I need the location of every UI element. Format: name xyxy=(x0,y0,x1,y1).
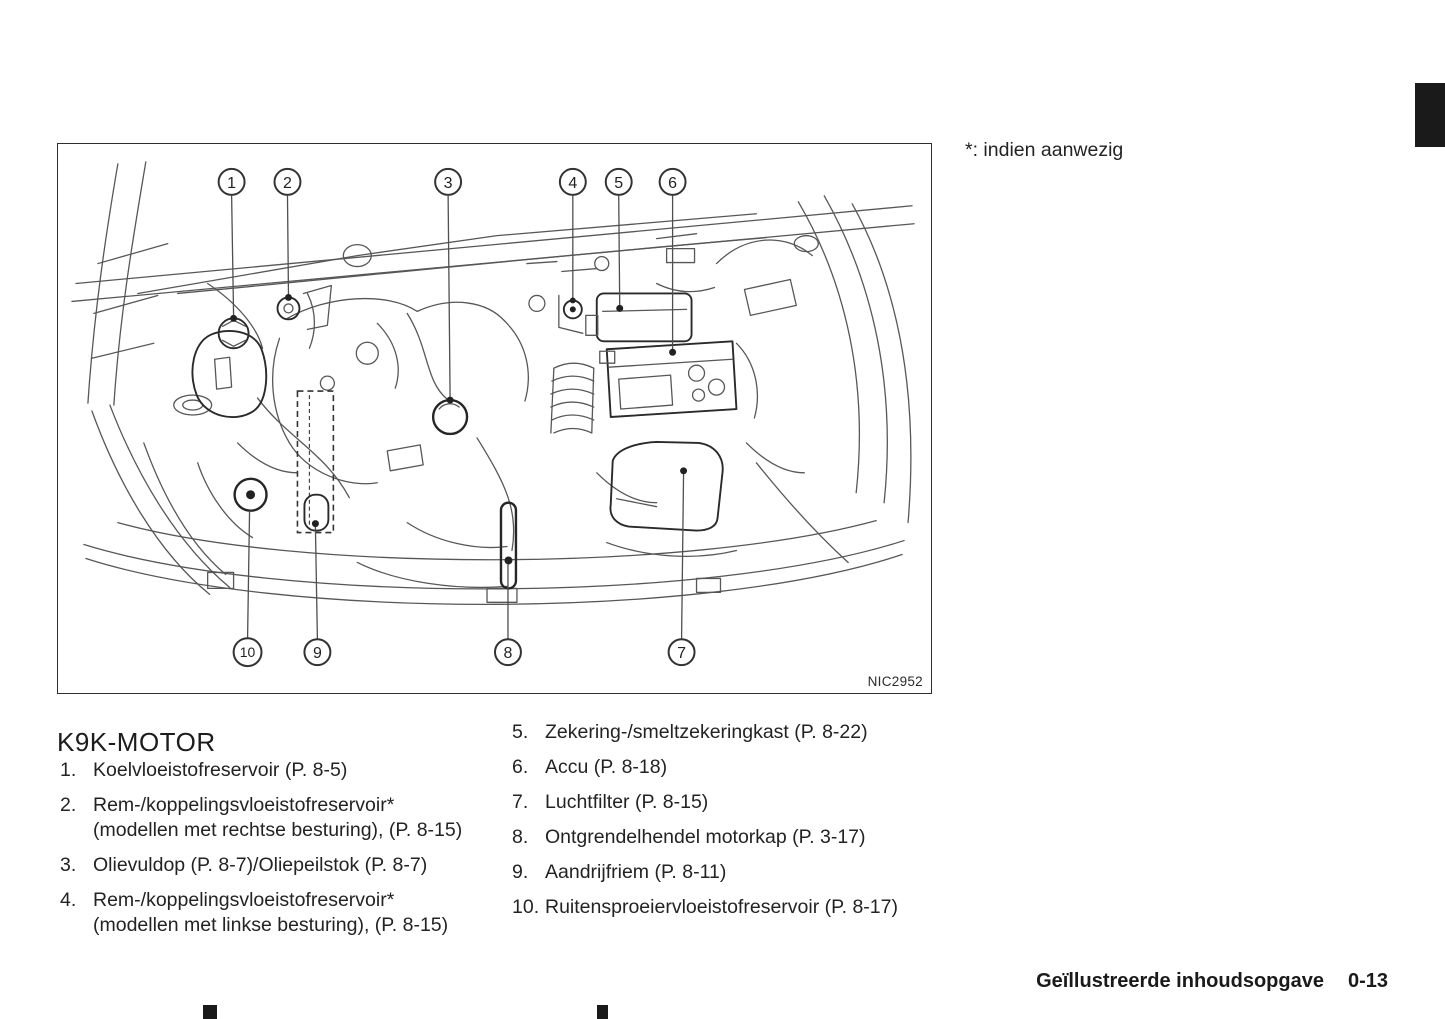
right-strut-arc xyxy=(716,240,812,264)
callout-4 xyxy=(560,169,586,195)
section-edge-tab xyxy=(1415,83,1445,147)
item-number: 1. xyxy=(60,759,77,781)
list-item xyxy=(512,755,942,780)
svg-text:5: 5 xyxy=(614,174,624,192)
list-item xyxy=(512,790,942,815)
hose xyxy=(407,523,507,548)
figure-code: NIC2952 xyxy=(867,674,923,689)
engine-detail xyxy=(387,445,423,471)
leader-3 xyxy=(448,195,450,398)
hose xyxy=(377,323,398,388)
brake-fluid-cap-rhd-inner xyxy=(284,304,293,313)
footer-chapter-title: Geïllustreerde inhoudsopgave xyxy=(1036,970,1324,992)
callout-5 xyxy=(606,169,632,195)
radiator-support xyxy=(118,521,876,560)
target-dot-5 xyxy=(616,305,623,312)
hose xyxy=(238,443,298,473)
engine-detail xyxy=(529,295,545,311)
fuse-box xyxy=(597,293,692,341)
target-dot-2 xyxy=(285,294,292,301)
target-dot-7 xyxy=(680,467,687,474)
list-item xyxy=(60,793,472,843)
right-corner-arc xyxy=(756,463,848,563)
right-fender-edge2 xyxy=(824,196,887,503)
item-number: 9. xyxy=(512,861,529,883)
engine-diagram xyxy=(58,144,931,693)
left-detail-line xyxy=(92,343,154,358)
hose xyxy=(607,543,737,557)
list-item xyxy=(60,758,472,783)
parts-list-left-column xyxy=(60,758,472,948)
item-number: 8. xyxy=(512,826,529,848)
list-item xyxy=(60,853,472,878)
oil-filler-cap-detail xyxy=(439,404,459,409)
engine-detail xyxy=(667,249,695,263)
svg-text:2: 2 xyxy=(283,174,292,192)
callout-10 xyxy=(234,638,262,666)
engine-outline xyxy=(505,321,528,401)
item-text: Rem-/koppelingsvloeistofreservoir* (modellen met linkse besturing), (P. 8-15) xyxy=(93,889,449,936)
svg-text:9: 9 xyxy=(312,645,322,663)
right-fender-edge xyxy=(798,202,859,493)
item-text: Rem-/koppelingsvloeistofreservoir* (modellen met rechtse besturing), (P. 8-15) xyxy=(93,794,463,841)
item-text: Ruitensproeiervloeistofreservoir (P. 8-17) xyxy=(545,896,898,918)
cowl-grommet xyxy=(794,236,818,252)
brake-fluid-bracket xyxy=(303,285,331,329)
item-text: Aandrijfriem (P. 8-11) xyxy=(545,861,727,883)
hose xyxy=(746,443,804,473)
hose xyxy=(307,293,314,348)
leader-1 xyxy=(232,195,234,317)
engine-detail xyxy=(320,376,334,390)
callout-1 xyxy=(219,169,245,195)
battery-label xyxy=(619,375,673,409)
target-dot-6 xyxy=(669,349,676,356)
hose xyxy=(357,562,507,587)
print-registration-mark xyxy=(597,1005,608,1019)
svg-text:8: 8 xyxy=(503,645,513,663)
item-number: 2. xyxy=(60,794,77,816)
fuse-box-lid-line xyxy=(603,309,687,311)
section-heading: K9K-MOTOR xyxy=(57,727,216,757)
target-dot-9 xyxy=(312,520,319,527)
hose xyxy=(477,438,514,551)
battery-terminal xyxy=(689,365,705,381)
item-text: Zekering-/smeltzekeringkast (P. 8-22) xyxy=(545,721,868,743)
svg-text:10: 10 xyxy=(239,644,256,661)
item-text: Luchtfilter (P. 8-15) xyxy=(545,791,709,813)
page-footer xyxy=(1036,970,1388,993)
coolant-reservoir-label xyxy=(215,357,232,389)
item-number: 3. xyxy=(60,854,77,876)
item-text: Olievuldop (P. 8-7)/Oliepeilstok (P. 8-7) xyxy=(93,854,428,876)
target-dot-4 xyxy=(570,297,576,303)
callout-6 xyxy=(660,169,686,195)
item-number: 4. xyxy=(60,889,77,911)
air-cleaner xyxy=(610,442,722,531)
footer-page-number: 0-13 xyxy=(1347,970,1388,992)
left-corner-arc3 xyxy=(144,443,226,575)
left-corner-arc2 xyxy=(110,405,230,587)
front-edge-lower xyxy=(86,555,902,605)
item-number: 6. xyxy=(512,756,529,778)
latch-detail xyxy=(697,578,721,592)
oil-filler-cap xyxy=(433,400,467,434)
engine-outline xyxy=(273,338,290,443)
hose xyxy=(258,398,350,498)
callout-7 xyxy=(669,639,695,665)
item-text: Ontgrendelhendel motorkap (P. 3-17) xyxy=(545,826,866,848)
callout-3 xyxy=(435,169,461,195)
battery-top-line xyxy=(609,359,733,367)
svg-text:4: 4 xyxy=(568,174,578,192)
target-dot-10 xyxy=(246,490,255,499)
list-item xyxy=(512,720,942,745)
left-strut-ring xyxy=(174,395,212,415)
item-number: 7. xyxy=(512,791,529,813)
list-item xyxy=(512,895,942,920)
target-dot-1 xyxy=(230,315,237,322)
corrugated-duct xyxy=(551,363,594,433)
engine-compartment-figure xyxy=(57,143,932,694)
print-registration-mark xyxy=(203,1005,217,1019)
battery-terminal xyxy=(693,389,705,401)
item-number: 10. xyxy=(512,896,540,918)
list-item xyxy=(512,825,942,850)
svg-text:7: 7 xyxy=(677,645,687,663)
left-fender-edge2 xyxy=(114,162,146,405)
target-dot-3 xyxy=(447,397,454,404)
leader-10 xyxy=(248,511,250,640)
item-number: 5. xyxy=(512,721,529,743)
hose xyxy=(597,473,657,503)
leader-2 xyxy=(287,195,288,296)
right-bracket xyxy=(744,280,796,316)
footnote-asterisk: *: indien aanwezig xyxy=(965,139,1124,161)
svg-text:6: 6 xyxy=(668,174,678,192)
left-corner-arc xyxy=(92,411,210,594)
engine-outline xyxy=(417,302,505,321)
callout-9 xyxy=(304,639,330,665)
engine-outline xyxy=(287,299,417,319)
hose xyxy=(657,283,715,291)
left-fender-edge xyxy=(88,164,118,403)
hose xyxy=(198,463,253,538)
hose xyxy=(736,343,757,418)
latch-detail xyxy=(487,588,517,602)
leader-5 xyxy=(619,195,620,307)
item-text: Accu (P. 8-18) xyxy=(545,756,668,778)
parts-list-section xyxy=(57,721,1397,936)
parts-list-right-column xyxy=(512,720,942,930)
engine-detail xyxy=(356,342,378,364)
left-detail-line xyxy=(98,244,168,264)
target-dot-8 xyxy=(504,556,512,564)
callout-8 xyxy=(495,639,521,665)
item-text: Koelvloeistofreservoir (P. 8-5) xyxy=(93,759,348,781)
list-item xyxy=(512,860,942,885)
callout-2 xyxy=(275,169,301,195)
brake-fluid-cap-lhd-dot xyxy=(570,306,576,312)
svg-text:3: 3 xyxy=(443,174,453,192)
cowl-line-upper xyxy=(76,206,912,284)
battery-terminal xyxy=(709,379,725,395)
wiper-arm xyxy=(138,214,757,294)
svg-text:1: 1 xyxy=(227,174,237,192)
hose xyxy=(407,313,447,399)
list-item xyxy=(60,888,472,938)
